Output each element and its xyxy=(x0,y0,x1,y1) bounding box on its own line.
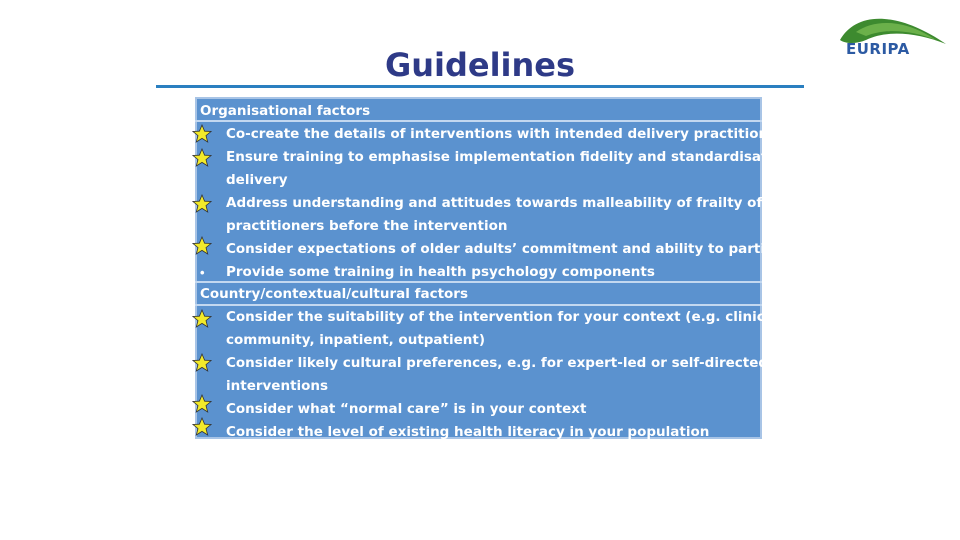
bullet-marker: • xyxy=(200,265,205,280)
title-underline xyxy=(156,85,804,88)
guideline-line: delivery xyxy=(226,172,288,188)
section-heading-country: Country/contextual/cultural factors xyxy=(200,286,468,302)
guideline-line: Address understanding and attitudes towards malleability of frailty of xyxy=(226,195,763,211)
guideline-line: Consider what “normal care” is in your context xyxy=(226,401,587,417)
guideline-line: Consider likely cultural preferences, e.g. for expert-led or self-directed xyxy=(226,355,769,371)
guideline-line: Provide some training in health psychology components xyxy=(226,264,655,280)
star-icon xyxy=(192,236,212,256)
guideline-line: Co-create the details of interventions with intended delivery practitioners xyxy=(226,126,792,142)
section-heading-organisational: Organisational factors xyxy=(200,103,371,119)
guideline-line: Ensure training to emphasise implementation fidelity and standardisation of xyxy=(226,149,811,165)
star-icon xyxy=(192,417,212,437)
star-icon xyxy=(192,394,212,414)
page-title: Guidelines xyxy=(384,46,576,84)
guideline-line: Consider the suitability of the intervention for your context (e.g. clinical, xyxy=(226,309,784,325)
star-icon xyxy=(192,124,212,144)
guideline-line: Consider expectations of older adults’ commitment and ability to participate xyxy=(226,241,812,257)
logo-text: EURIPA xyxy=(846,40,910,58)
star-icon xyxy=(192,194,212,214)
star-icon xyxy=(192,309,212,329)
guideline-line: practitioners before the intervention xyxy=(226,218,508,234)
guideline-line: Consider the level of existing health literacy in your population xyxy=(226,424,710,440)
star-icon xyxy=(192,148,212,168)
star-icon xyxy=(192,353,212,373)
guideline-line: interventions xyxy=(226,378,329,394)
guideline-line: community, inpatient, outpatient) xyxy=(226,332,486,348)
